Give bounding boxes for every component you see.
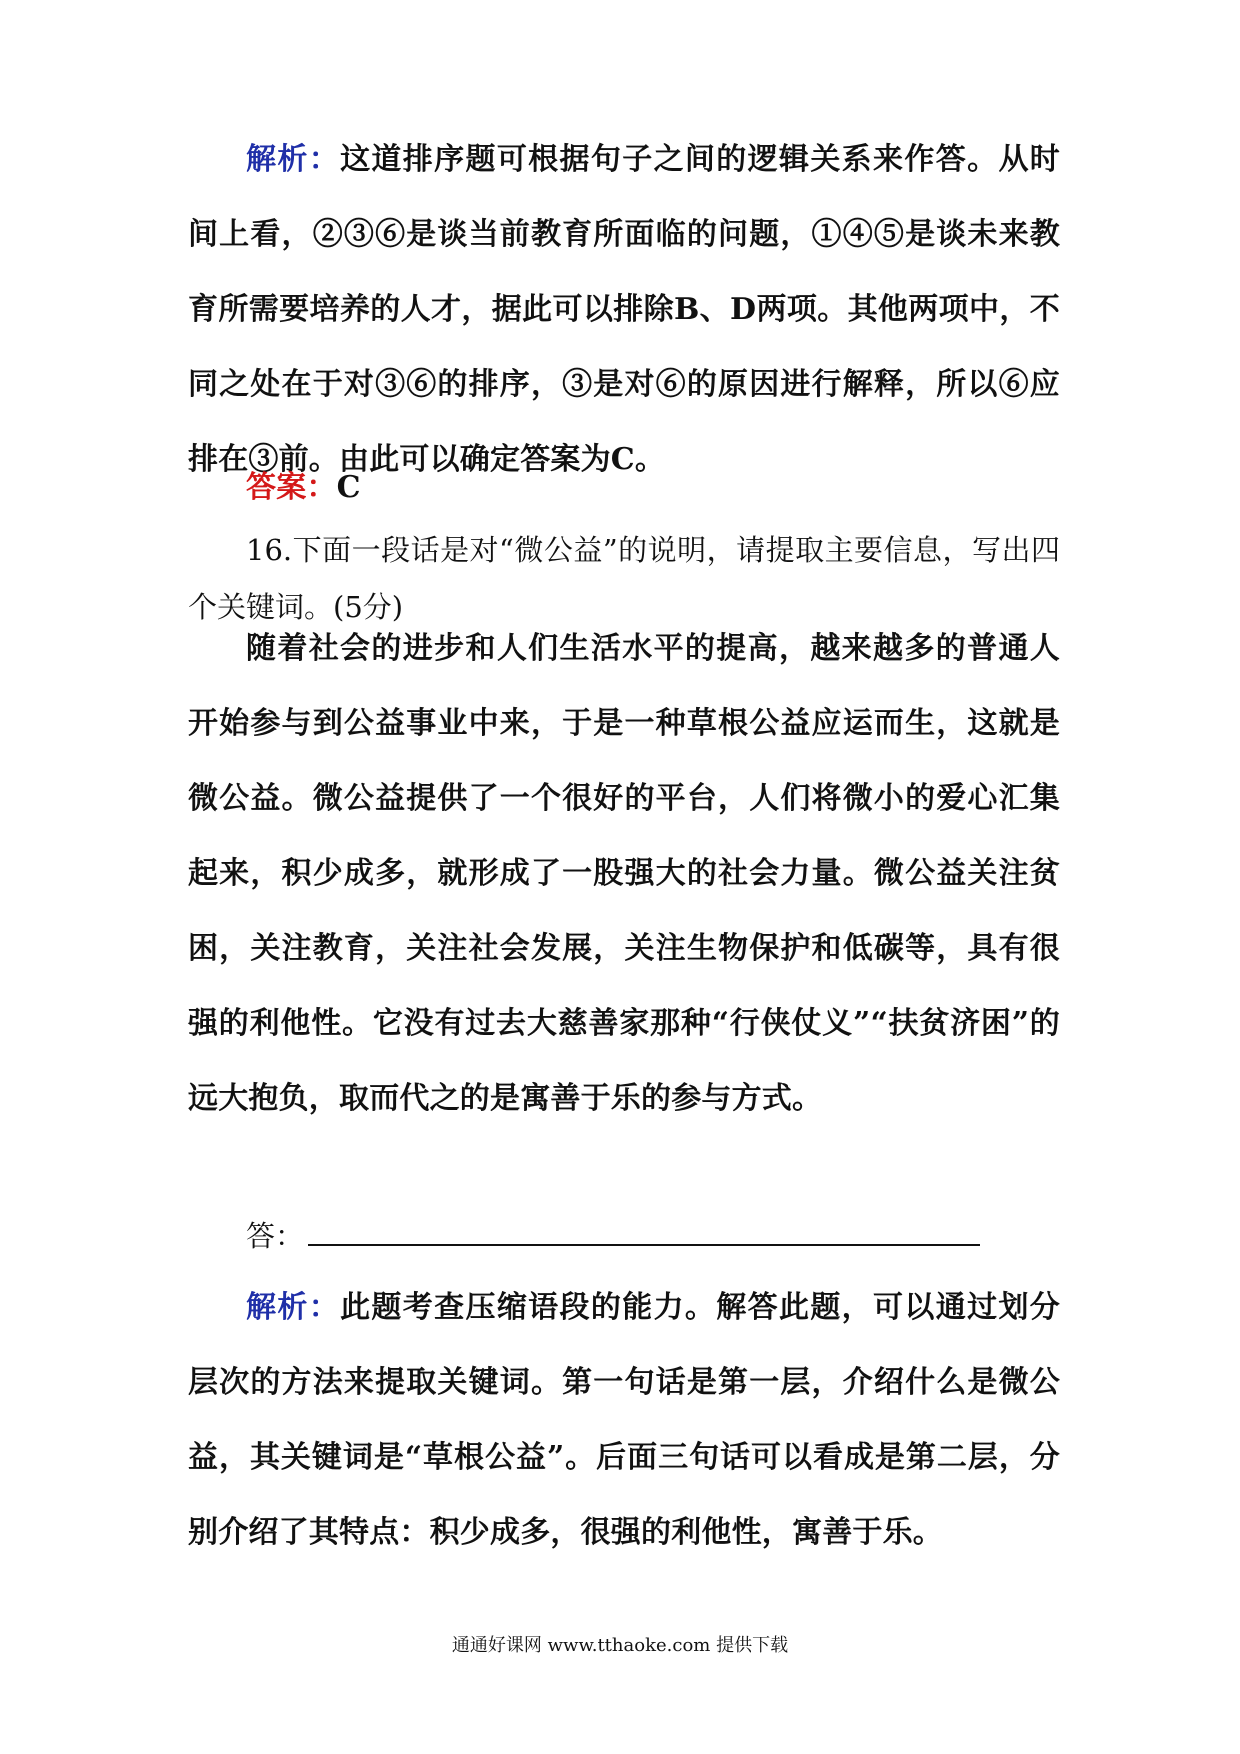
analysis-text-2: 此题考查压缩语段的能力。解答此题，可以通过划分层次的方法来提取关键词。第一句话是第一层，介绍什么是微公益，其关键词是“草根公益”。后面三句话可以看成是第二层，分别介绍了其特点：积少成多，很强的利他性，寓善于乐。 bbox=[188, 1290, 1060, 1550]
answer-label: 答案： bbox=[246, 470, 337, 505]
passage-text: 随着社会的进步和人们生活水平的提高，越来越多的普通人开始参与到公益事业中来，于是一种草根公益应运而生，这就是微公益。微公益提供了一个很好的平台，人们将微小的爱心汇集起来，积少成多，就形成了一股强大的社会力量。微公益关注贫困，关注教育，关注社会发展，关注生物保护和低碳等，具有很强的利他性。它没有过去大慈善家那种“行侠仗义”“扶贫济困”的远大抱负，取而代之的是寓善于乐的参与方式。 bbox=[188, 631, 1060, 1116]
answer-value: C bbox=[336, 470, 361, 505]
analysis-text: 这道排序题可根据句子之间的逻辑关系来作答。从时间上看，②③⑥是谈当前教育所面临的问题，①④⑤是谈未来教育所需要培养的人才，据此可以排除B、D两项。其他两项中，不同之处在于对③⑥的排序，③是对⑥的原因进行解释，所以⑥应排在③前。由此可以确定答案为C。 bbox=[188, 142, 1060, 477]
analysis-label-2: 解析： bbox=[246, 1290, 341, 1325]
answer-paragraph bbox=[188, 450, 1060, 525]
passage-paragraph bbox=[188, 611, 1060, 1136]
answer-prompt-line bbox=[188, 1214, 1060, 1257]
analysis-paragraph-1 bbox=[188, 122, 1060, 497]
answer-blank-line[interactable] bbox=[308, 1214, 980, 1246]
answer-prompt-label: 答： bbox=[246, 1219, 305, 1253]
analysis-paragraph-2 bbox=[188, 1270, 1060, 1570]
analysis-label: 解析： bbox=[246, 142, 341, 177]
page-footer: 通通好课网 www.tthaoke.com 提供下载 bbox=[451, 1635, 789, 1656]
question-text: 下面一段话是对“微公益”的说明，请提取主要信息，写出四个关键词。(5分) bbox=[188, 533, 1060, 624]
question-number: 16. bbox=[246, 533, 293, 567]
